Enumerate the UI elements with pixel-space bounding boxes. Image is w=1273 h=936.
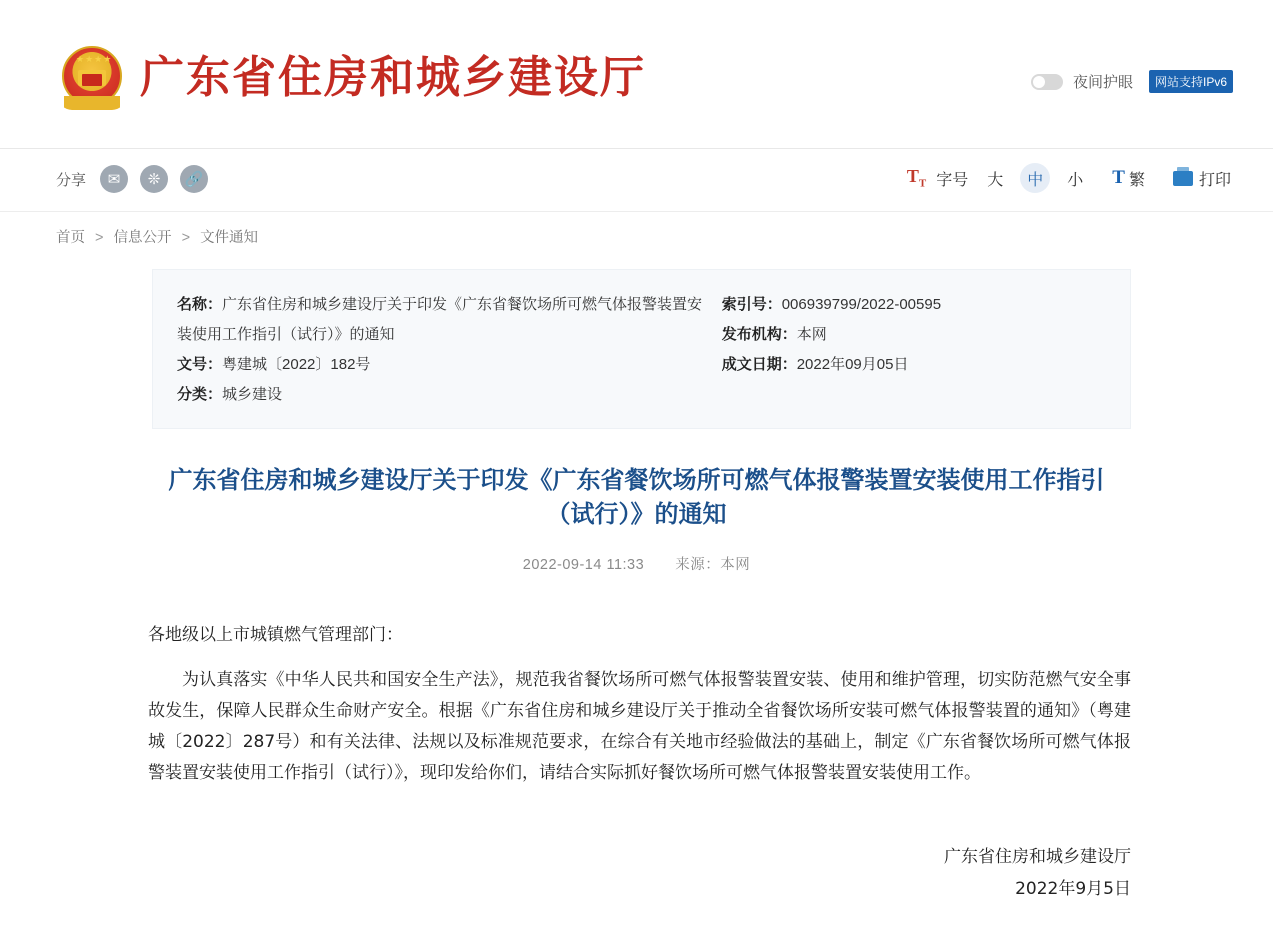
page-title: 广东省住房和城乡建设厅关于印发《广东省餐饮场所可燃气体报警装置安装使用工作指引（试行）》的通知 bbox=[168, 466, 1105, 528]
meta-publisher-row bbox=[722, 320, 1106, 350]
breadcrumb-level2[interactable]: 信息公开 bbox=[113, 230, 172, 246]
breadcrumb-level3[interactable]: 文件通知 bbox=[200, 230, 259, 246]
meta-column-left bbox=[177, 290, 722, 410]
publish-time: 2022-09-14 11:33 bbox=[522, 557, 645, 573]
article-body bbox=[148, 620, 1131, 789]
signature-organization: 广东省住房和城乡建设厅 bbox=[944, 847, 1131, 867]
site-brand[interactable] bbox=[58, 44, 646, 112]
signature-date: 2022年9月5日 bbox=[1015, 879, 1131, 899]
traditional-icon: T bbox=[1112, 167, 1125, 188]
meta-index-key: 索引号： bbox=[721, 296, 782, 313]
font-controls bbox=[907, 163, 1231, 193]
article-source: 来源：本网 bbox=[675, 557, 751, 573]
font-size-medium-button[interactable]: 中 bbox=[1020, 163, 1050, 193]
print-button[interactable] bbox=[1173, 167, 1231, 190]
header-utilities bbox=[1031, 70, 1233, 93]
link-icon[interactable]: 🔗 bbox=[180, 165, 208, 193]
meta-docno-key: 文号： bbox=[177, 356, 223, 373]
printer-icon bbox=[1173, 171, 1193, 186]
font-size-small-button[interactable]: 小 bbox=[1067, 171, 1084, 189]
national-emblem-icon bbox=[58, 44, 126, 112]
breadcrumb bbox=[0, 212, 1273, 247]
breadcrumb-home[interactable]: 首页 bbox=[56, 230, 85, 246]
font-size-label: 字号 bbox=[936, 171, 969, 189]
font-size-large-button[interactable]: 大 bbox=[987, 171, 1004, 189]
article-subinfo bbox=[0, 553, 1273, 574]
ipv6-badge: 网站支持IPv6 bbox=[1149, 70, 1233, 93]
article-signature bbox=[0, 841, 1131, 905]
document-meta-card bbox=[152, 269, 1131, 429]
breadcrumb-separator-1: > bbox=[95, 230, 104, 246]
site-title: 广东省住房和城乡建设厅 bbox=[140, 52, 646, 103]
meta-publisher-key: 发布机构： bbox=[721, 326, 797, 343]
meta-index-row bbox=[722, 290, 1106, 320]
page-body bbox=[0, 269, 1273, 905]
site-header bbox=[0, 0, 1273, 149]
emblem-stars: ★★★★ bbox=[76, 54, 113, 64]
meta-name-value: 广东省住房和城乡建设厅关于印发《广东省餐饮场所可燃气体报警装置安装使用工作指引（试行）》的通知 bbox=[177, 296, 703, 343]
meta-category-key: 分类： bbox=[177, 386, 223, 403]
breadcrumb-separator-2: > bbox=[181, 230, 191, 246]
meta-index-value: 006939799/2022-00595 bbox=[781, 296, 942, 313]
print-label: 打印 bbox=[1198, 171, 1231, 189]
traditional-label: 繁 bbox=[1128, 171, 1145, 189]
meta-name-row bbox=[177, 290, 708, 350]
meta-date-row bbox=[722, 350, 1106, 380]
article-paragraph-1: 为认真落实《中华人民共和国安全生产法》，规范我省餐饮场所可燃气体报警装置安装、使用和维护管理，切实防范燃气安全事故发生，保障人民群众生命财产安全。根据《广东省住房和城乡建设厅关于推动全省餐饮场所安装可燃气体报警装置的通知》（粤建城〔2022〕287号）和有关法律、法规以及标准规范要求，在综合有关地市经验做法的基础上，制定《广东省餐饮场所可燃气体报警装置安装使用工作指引（试行）》，现印发给你们，请结合实际抓好餐饮场所可燃气体报警装置安装使用工作。 bbox=[148, 670, 1131, 783]
font-size-icon: $T_T$ bbox=[906, 166, 927, 190]
traditional-chinese-button[interactable] bbox=[1112, 167, 1145, 190]
emblem-gate bbox=[78, 70, 106, 86]
night-mode-label[interactable]: 夜间护眼 bbox=[1072, 74, 1133, 91]
meta-publisher-value: 本网 bbox=[796, 326, 827, 343]
meta-column-right bbox=[722, 290, 1106, 410]
meta-category-row bbox=[177, 380, 708, 410]
night-mode-toggle[interactable] bbox=[1031, 74, 1063, 90]
article-salutation: 各地级以上市城镇燃气管理部门： bbox=[148, 625, 403, 645]
meta-date-value: 2022年09月05日 bbox=[796, 356, 909, 373]
share-label: 分享 bbox=[56, 171, 87, 189]
meta-date-key: 成文日期： bbox=[721, 356, 797, 373]
wechat-icon[interactable]: ✉ bbox=[100, 165, 128, 193]
meta-category-value: 城乡建设 bbox=[222, 386, 283, 403]
toggle-knob bbox=[1033, 76, 1045, 88]
emblem-ears bbox=[58, 96, 126, 110]
meta-docno-value: 粤建城〔2022〕182号 bbox=[222, 356, 371, 373]
article-toolbar bbox=[0, 149, 1273, 212]
weibo-icon[interactable]: ❊ bbox=[140, 165, 168, 193]
share-group bbox=[56, 165, 208, 193]
meta-docno-row bbox=[177, 350, 708, 380]
meta-name-key: 名称： bbox=[177, 296, 223, 313]
